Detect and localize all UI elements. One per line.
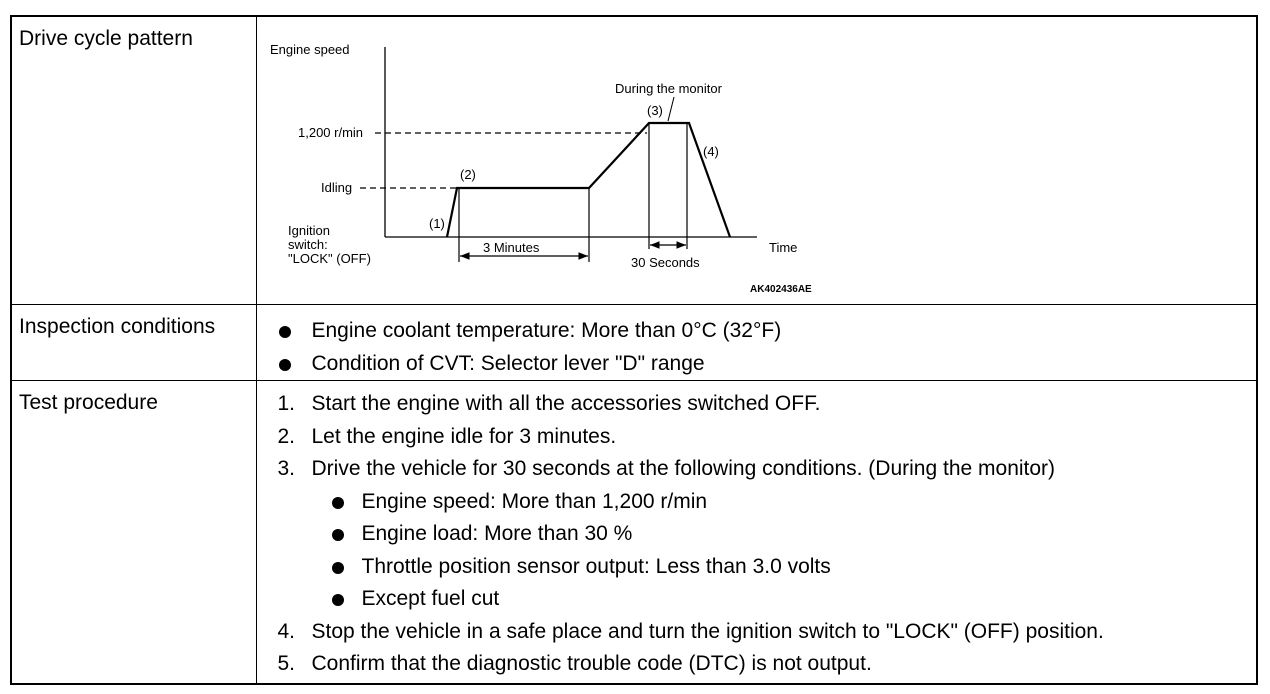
inspection-list [257, 305, 1257, 380]
test-step-subconditions [257, 486, 1257, 616]
bullet-icon [279, 359, 291, 371]
phase-2-label: (2) [459, 167, 476, 182]
test-procedure-cell [256, 381, 1256, 684]
test-step: 5. Confirm that the diagnostic trouble code (DTC) is not output. [277, 652, 872, 675]
bullet-icon [332, 529, 344, 541]
bullet-icon [332, 562, 344, 574]
drive-cycle-diagram-cell [256, 17, 1256, 305]
span-monitor-label: 30 Seconds [630, 255, 700, 270]
x-axis-label: Time [768, 240, 797, 255]
phase-3-label: (3) [646, 103, 663, 118]
level-high-label: 1,200 r/min [297, 125, 363, 140]
label-test-procedure: Test procedure [12, 381, 256, 684]
drive-cycle-graph [257, 17, 1247, 304]
bullet-icon [332, 497, 344, 509]
monitor-leader [668, 97, 674, 121]
inspection-item: Engine coolant temperature: More than 0°C (32°F) [257, 315, 1257, 348]
phase-1-label: (1) [428, 216, 445, 231]
test-steps [257, 381, 1257, 681]
drive-conditions-list [257, 486, 1257, 616]
row-test-procedure [12, 381, 1256, 684]
ignition-label-1: Ignition [287, 223, 330, 238]
span-idle-label: 3 Minutes [482, 240, 539, 255]
ignition-label-2: switch: [287, 237, 328, 252]
spec-table [12, 17, 1256, 683]
ignition-label-3: "LOCK" (OFF) [287, 251, 371, 266]
bullet-icon [332, 594, 344, 606]
row-drive-cycle [12, 17, 1256, 305]
row-inspection [12, 305, 1256, 381]
level-idle-label: Idling [320, 180, 352, 195]
label-inspection: Inspection conditions [12, 305, 256, 381]
bullet-icon [279, 326, 291, 338]
test-step: 4. Stop the vehicle in a safe place and turn the ignition switch to "LOCK" (OFF) position. [277, 619, 1104, 643]
test-step: 1. Start the engine with all the accessories switched OFF. [277, 392, 821, 415]
test-step: 3. Drive the vehicle for 30 seconds at the following conditions. (During the monitor) [277, 457, 1056, 480]
y-axis-label: Engine speed [269, 42, 350, 57]
drive-condition-item: Except fuel cut [257, 583, 1257, 616]
figure-code: AK402436AE [749, 284, 812, 295]
drive-cycle-diagram [257, 17, 1247, 304]
inspection-item: Condition of CVT: Selector lever "D" range [257, 348, 1257, 381]
label-drive-cycle: Drive cycle pattern [12, 17, 256, 305]
monitor-label: During the monitor [614, 81, 722, 96]
phase-4-label: (4) [702, 144, 719, 159]
test-step: 2. Let the engine idle for 3 minutes. [277, 424, 617, 448]
drive-cycle-spec-table [10, 15, 1258, 685]
inspection-cell [256, 305, 1256, 381]
drive-condition-item: Engine load: More than 30 % [257, 518, 1257, 551]
drive-condition-item: Engine speed: More than 1,200 r/min [257, 486, 1257, 519]
drive-condition-item: Throttle position sensor output: Less than 3.0 volts [257, 551, 1257, 584]
